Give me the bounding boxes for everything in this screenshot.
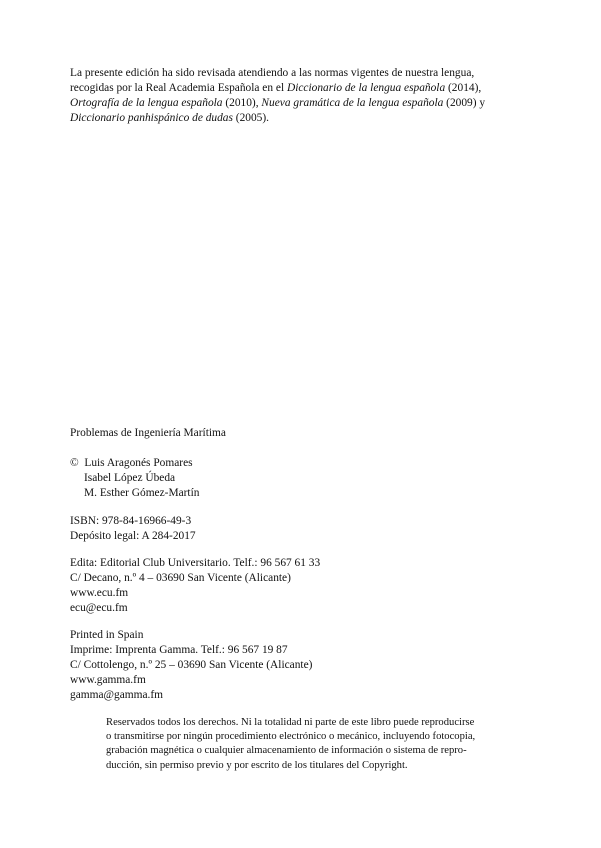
publisher-website: www.ecu.fm — [70, 587, 129, 599]
notice-line-3 — [70, 96, 540, 111]
rights-notice — [106, 716, 506, 773]
isbn-block — [70, 514, 196, 544]
rights-line: o transmitirse por ningún procedimiento electrónico o mecánico, incluyendo fotocopia, — [106, 731, 476, 743]
publisher-address: C/ Decano, n.º 4 – 03690 San Vicente (Alicante) — [70, 572, 291, 584]
author-name: M. Esther Gómez-Martín — [84, 487, 200, 499]
publisher-block — [70, 556, 320, 616]
notice-text: (2010), — [222, 97, 262, 109]
book-title: Problemas de Ingeniería Marítima — [70, 427, 226, 439]
author-name: Luis Aragonés Pomares — [84, 457, 193, 469]
printed-in: Printed in Spain — [70, 629, 144, 641]
grammar-title: Nueva gramática de la lengua española — [261, 97, 444, 109]
edition-notice — [70, 66, 540, 126]
notice-text: (2009) y — [443, 97, 486, 109]
printer-email: gamma@gamma.fm — [70, 689, 164, 701]
author-name: Isabel López Úbeda — [84, 472, 176, 484]
printer-website: www.gamma.fm — [70, 674, 146, 686]
copyright-symbol: © — [70, 457, 79, 469]
orthography-title: Ortografía de la lengua española — [70, 97, 223, 109]
rights-line: ducción, sin permiso previo y por escrito de los titulares del Copyright. — [106, 759, 408, 771]
book-title-block — [70, 426, 226, 441]
rights-line: grabación magnética o cualquier almacenamiento de información o sistema de repro- — [106, 745, 467, 757]
authors-block — [70, 456, 199, 501]
notice-line-1 — [70, 66, 540, 81]
notice-line-4 — [70, 111, 540, 126]
publisher-name: Edita: Editorial Club Universitario. Telf.: 96 567 61 33 — [70, 557, 321, 569]
notice-text: recogidas por la Real Academia Española en el — [70, 82, 287, 94]
notice-text: La presente edición ha sido revisada atendiendo a las normas vigentes de nuestra lengua, — [70, 67, 475, 79]
notice-text: (2014), — [445, 82, 482, 94]
publisher-email: ecu@ecu.fm — [70, 602, 128, 614]
notice-line-2 — [70, 81, 540, 96]
printer-block — [70, 628, 312, 703]
printer-address: C/ Cottolengo, n.º 25 – 03690 San Vicente (Alicante) — [70, 659, 313, 671]
dictionary-title: Diccionario de la lengua española — [286, 82, 446, 94]
isbn: ISBN: 978-84-16966-49-3 — [70, 515, 192, 527]
panhispanic-dictionary-title: Diccionario panhispánico de dudas — [70, 112, 233, 124]
notice-text: (2005). — [232, 112, 270, 124]
printer-name: Imprime: Imprenta Gamma. Telf.: 96 567 19 87 — [70, 644, 288, 656]
author-line-1 — [70, 456, 199, 471]
legal-deposit: Depósito legal: A 284-2017 — [70, 530, 196, 542]
rights-line: Reservados todos los derechos. Ni la totalidad ni parte de este libro puede reproducirse — [106, 717, 475, 728]
